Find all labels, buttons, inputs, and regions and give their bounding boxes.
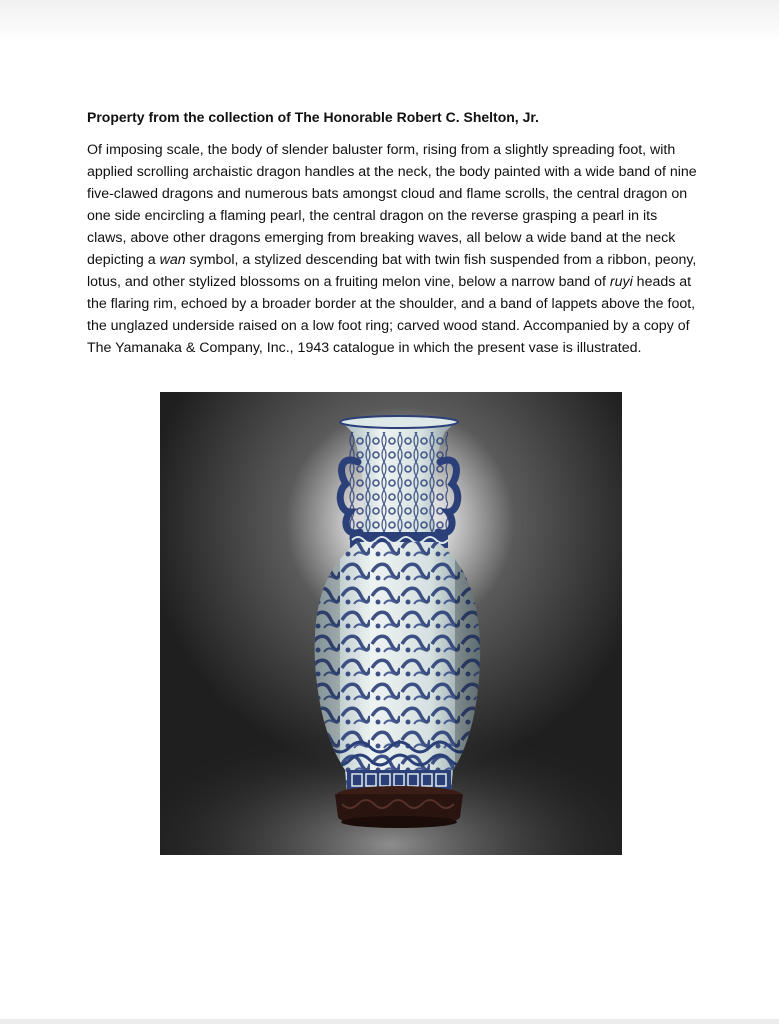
description-text-3: heads at the flaring rim, echoed by a broader border at the shoulder, and a band of lappets above the foot, the unglazed underside raised on a low foot ring; carved wood stand. Accompanied by a copy of The Yamanaka & Company, Inc., 1943 catalogue in which the present vase is illustrated. [87, 274, 696, 356]
description-italic-wan: wan [159, 252, 186, 268]
vase-photograph [160, 392, 622, 855]
lot-provenance-heading: Property from the collection of The Honorable Robert C. Shelton, Jr. [87, 109, 539, 125]
description-italic-ruyi: ruyi [609, 274, 633, 290]
window-top-shade [0, 0, 779, 42]
window-bottom-edge [0, 1019, 779, 1024]
vase-illustration [160, 392, 622, 855]
lot-description [87, 139, 697, 359]
description-text-2: symbol, a stylized descending bat with twin fish suspended from a ribbon, peony, lotus, and other stylized blossoms on a fruiting melon vine, below a narrow band of [87, 252, 697, 290]
description-text-1: Of imposing scale, the body of slender baluster form, rising from a slightly spreading foot, with applied scrolling archaistic dragon handles at the neck, the body painted with a wide band of nine five-clawed dragons and numerous bats amongst cloud and flame scrolls, the central dragon on one side encircling a flaming pearl, the central dragon on the reverse grasping a pearl in its claws, above other dragons emerging from breaking waves, all below a wide band at the neck depicting a [87, 142, 697, 268]
